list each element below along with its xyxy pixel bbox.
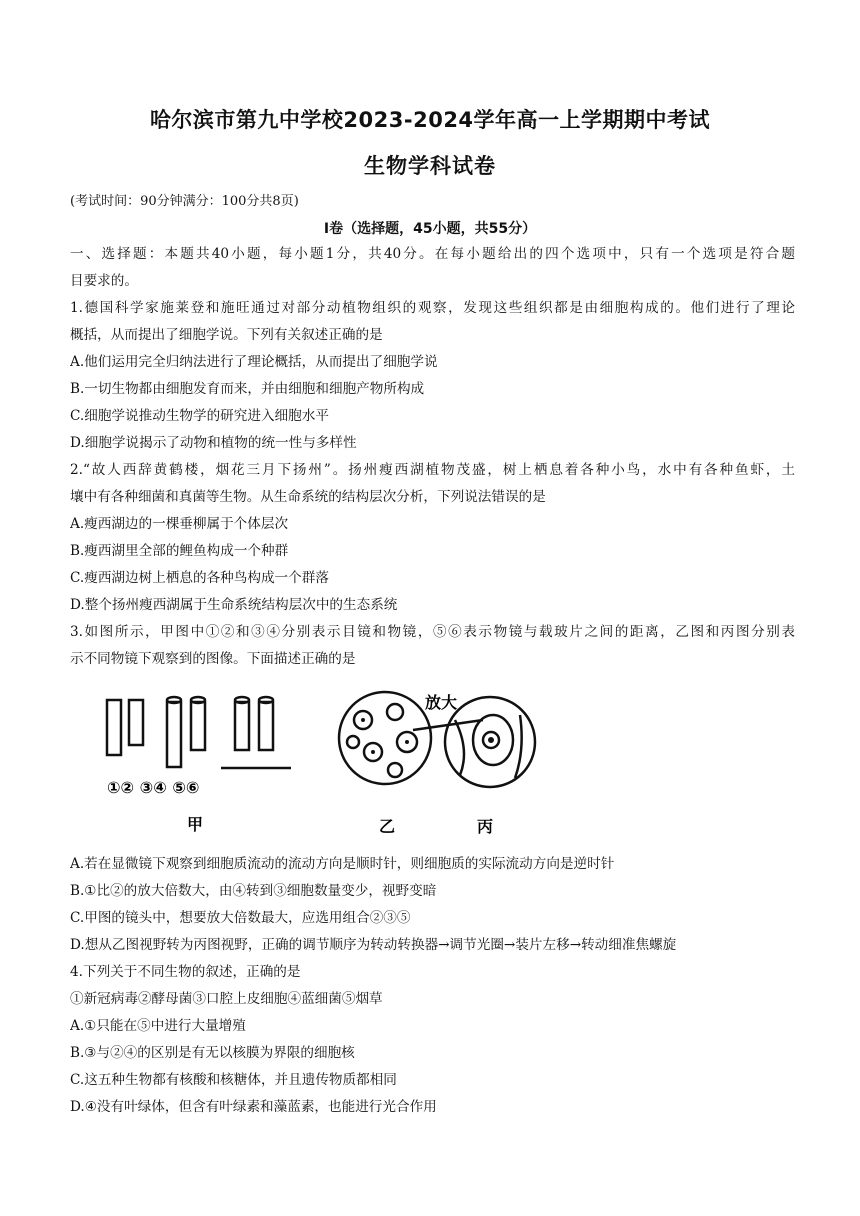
cell-blob <box>347 736 359 748</box>
q3-stem-line-1: 3.如图所示，甲图中①②和③④分别表示目镜和物镜，⑤⑥表示物镜与载玻片之间的距离，乙图和丙图分别表 <box>70 624 795 640</box>
intro-line-1: 一、选择题：本题共40小题，每小题1分，共40分。在每小题给出的四个选项中，只有一个选项是符合题 <box>70 246 795 262</box>
figure-label-jia: 甲 <box>187 815 204 834</box>
q4-option-b: B.③与②④的区别是有无以核膜为界限的细胞核 <box>70 1045 355 1061</box>
figure-label-zoom: 放大 <box>425 693 458 712</box>
objective-5-top <box>235 697 249 703</box>
cell-wall-curve <box>515 715 522 778</box>
nucleus-dot <box>488 737 494 743</box>
q3-option-c: C.甲图的镜头中，想要放大倍数最大，应选用组合②③⑤ <box>70 910 411 926</box>
eyepiece-1-shape <box>107 700 121 755</box>
q2-option-c: C.瘦西湖边树上栖息的各种鸟构成一个群落 <box>70 570 329 586</box>
q4-option-d: D.④没有叶绿体，但含有叶绿素和藻蓝素，也能进行光合作用 <box>70 1099 437 1115</box>
section-heading: I卷（选择题，45小题，共55分） <box>323 221 537 237</box>
intro-line-2: 目要求的。 <box>70 273 138 289</box>
objective-3-top <box>167 697 181 703</box>
q4-stem: 4.下列关于不同生物的叙述，正确的是 <box>70 964 301 980</box>
q1-option-a: A.他们运用完全归纳法进行了理论概括，从而提出了细胞学说 <box>70 354 438 370</box>
questions-block-2 <box>70 851 795 1121</box>
objective-5-shape <box>235 702 249 750</box>
q2-option-d: D.整个扬州瘦西湖属于生命系统结构层次中的生态系统 <box>70 597 398 613</box>
exam-meta: (考试时间：90分钟满分：100分共8页) <box>70 194 299 209</box>
granule-dot <box>371 750 375 754</box>
granule-dot <box>405 740 409 744</box>
q1-option-c: C.细胞学说推动生物学的研究进入细胞水平 <box>70 408 329 424</box>
objective-6-shape <box>259 702 273 750</box>
objective-4-shape <box>191 702 205 750</box>
figure-numbers: ①② ③④ ⑤⑥ <box>107 778 200 797</box>
q2-option-b: B.瘦西湖里全部的鲤鱼构成一个种群 <box>70 543 289 559</box>
q2-option-a: A.瘦西湖边的一棵垂柳属于个体层次 <box>70 516 289 532</box>
q1-option-d: D.细胞学说揭示了动物和植物的统一性与多样性 <box>70 435 357 451</box>
q3-stem-line-2: 示不同物镜下观察到的图像。下面描述正确的是 <box>70 651 356 667</box>
q1-stem-line-1: 1.德国科学家施莱登和施旺通过对部分动植物组织的观察，发现这些组织都是由细胞构成的。他们进行了理论 <box>70 300 795 316</box>
microscope-figure <box>95 690 555 840</box>
q4-option-a: A.①只能在⑤中进行大量增殖 <box>70 1018 246 1034</box>
cell-blob <box>388 763 402 777</box>
objective-4-top <box>191 697 205 703</box>
q3-option-a: A.若在显微镜下观察到细胞质流动的流动方向是顺时针，则细胞质的实际流动方向是逆时针 <box>70 856 615 872</box>
objective-3-shape <box>167 702 181 767</box>
q1-option-b: B.一切生物都由细胞发育而来，并由细胞和细胞产物所构成 <box>70 381 425 397</box>
q3-option-d: D.想从乙图视野转为丙图视野，正确的调节顺序为转动转换器→调节光圈→装片左移→转动细准焦螺旋 <box>70 937 677 953</box>
cell-blob <box>387 704 403 720</box>
q4-option-c: C.这五种生物都有核酸和核糖体，并且遗传物质都相同 <box>70 1072 397 1088</box>
figure-label-bing: 丙 <box>477 817 494 836</box>
cell-wall-curve <box>455 720 464 775</box>
exam-title: 哈尔滨市第九中学校2023-2024学年高一上学期期中考试 <box>149 108 711 132</box>
q1-stem-line-2: 概括，从而提出了细胞学说。下列有关叙述正确的是 <box>70 327 383 343</box>
q3-option-b: B.①比②的放大倍数大，由④转到③细胞数量变少，视野变暗 <box>70 883 437 899</box>
objective-6-top <box>259 697 273 703</box>
q2-stem-line-2: 壤中有各种细菌和真菌等生物。从生命系统的结构层次分析，下列说法错误的是 <box>70 489 546 505</box>
granule-dot <box>361 718 365 722</box>
exam-subtitle: 生物学科试卷 <box>364 154 496 178</box>
questions-block-1 <box>70 241 795 673</box>
q2-stem-line-1: 2.“故人西辞黄鹤楼，烟花三月下扬州”。扬州瘦西湖植物茂盛，树上栖息着各种小鸟，水中有各种鱼虾，土 <box>70 462 795 478</box>
figure-label-yi: 乙 <box>379 817 396 836</box>
q4-items: ①新冠病毒②酵母菌③口腔上皮细胞④蓝细菌⑤烟草 <box>70 991 383 1007</box>
eyepiece-2-shape <box>129 700 143 745</box>
